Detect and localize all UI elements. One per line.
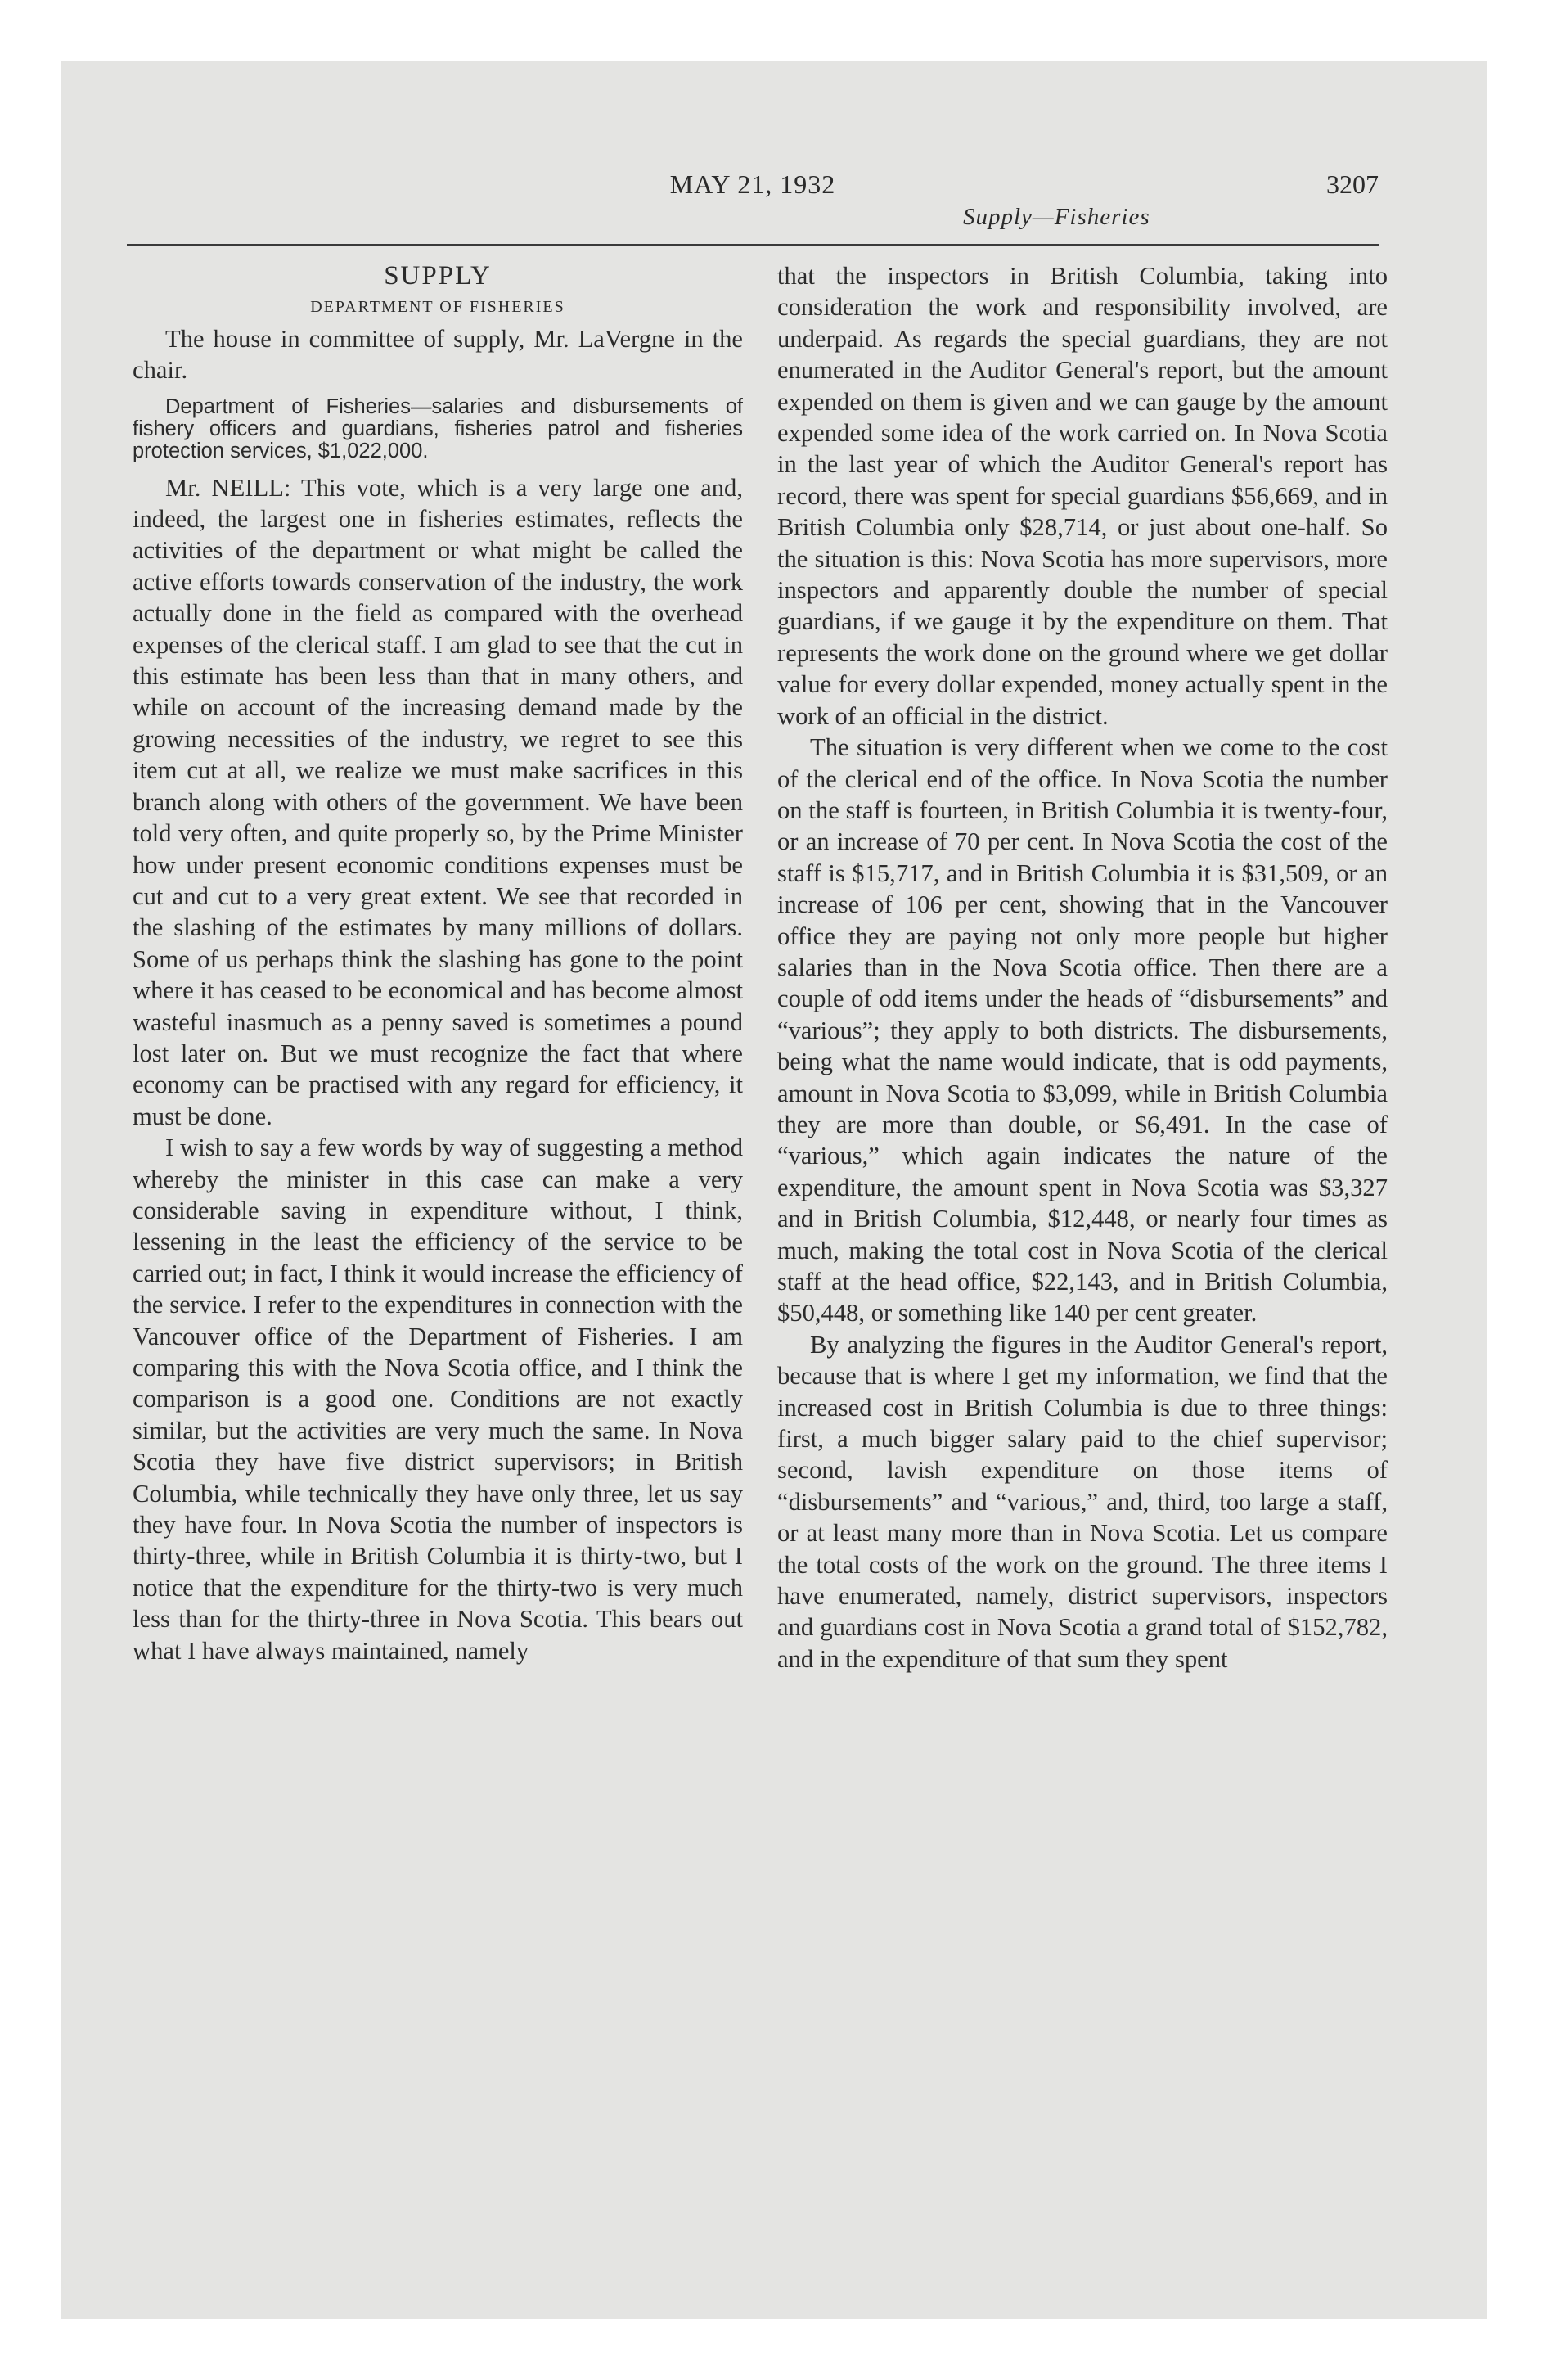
section-title: SUPPLY [384, 261, 492, 291]
vote-item: Department of Fisheries—salaries and disbursements of fishery officers and guardians, fisheries patrol and fisheries protection services, $1,022,000. [133, 394, 743, 462]
paragraph: that the inspectors in British Columbia, taking into consideration the work and responsibility involved, are underpaid. As regards the special guardians, they are not enumerated in the Auditor General's report, but the amount expended on them is given and we can gauge by the amount expended some idea of the work carried on. In Nova Scotia in the last year of which the Auditor General's report has record, there was spent for special guardians $56,669, and in British Columbia only $28,714, or just about one-half. So the situation is this: Nova Scotia has more supervisors, more inspectors and apparently double the number of special guardians, if we gauge it by the expenditure on them. That represents the work done on the ground where we get dollar value for every dollar expended, money actually spent in the work of an official in the district. [777, 262, 1388, 730]
paragraph: I wish to say a few words by way of suggesting a method whereby the minister in this case can make a very considerable saving in expenditure without, I think, lessening in the least the efficiency of the service to be carried out; in fact, I think it would increase the efficiency of the service. I refer to the expenditures in connection with the Vancouver office of the Department of Fisheries. I am comparing this with the Nova Scotia office, and I think the comparison is a good one. Conditions are not exactly similar, but the activities are very much the same. In Nova Scotia they have five district supervisors; in British Columbia, while technically they have only three, let us say they have four. In Nova Scotia the number of inspectors is thirty-three, while in British Columbia it is thirty-two, but I notice that the expenditure for the thirty-two is very much less than for the thirty-three in Nova Scotia. This bears out what I have always maintained, namely [133, 1134, 743, 1665]
right-column [777, 260, 1388, 1675]
paragraph: Mr. NEILL: This vote, which is a very large one and, indeed, the largest one in fisheries estimates, reflects the activities of the department or what might be called the active efforts towards conservation of the industry, the work actually done in the field as compared with the overhead expenses of the clerical staff. I am glad to see that the cut in this estimate has been less than that in many others, and while on account of the increasing demand made by the growing necessities of the industry, we regret to see this item cut at all, we realize we must make sacrifices in this branch along with others of the government. We have been told very often, and quite properly so, by the Prime Minister how under present economic conditions expenses must be cut and cut to a very great extent. We see that recorded in the slashing of the estimates by many millions of dollars. Some of us perhaps think the slashing has gone to the point where it has ceased to be economical and has become almost wasteful inasmuch as a penny saved is sometimes a pound lost later on. But we must recognize the fact that where economy can be practised with any regard for efficiency, it must be done. [133, 473, 743, 1130]
page-number: 3207 [1326, 169, 1379, 199]
header-date: MAY 21, 1932 [669, 169, 836, 199]
left-column [133, 260, 743, 1666]
paragraph: The house in committee of supply, Mr. LaVergne in the chair. [133, 324, 743, 385]
page-header [127, 160, 1379, 241]
paragraph: By analyzing the figures in the Auditor General's report, because that is where I get my information, we find that the increased cost in British Columbia is due to three things: first, a much bigger salary paid to the chief supervisor; second, lavish expenditure on those items of “disbursements” and “various,” and, third, too large a staff, or at least many more than in Nova Scotia. Let us compare the total costs of the work on the ground. The three items I have enumerated, namely, district supervisors, inspectors and guardians cost in Nova Scotia a grand total of $152,782, and in the expenditure of that sum they spent [777, 1330, 1388, 1673]
paragraph: The situation is very different when we come to the cost of the clerical end of the office. In Nova Scotia the number on the staff is fourteen, in British Columbia it is twenty-four, or an increase of 70 per cent. In Nova Scotia the cost of the staff is $15,717, and in British Columbia it is $31,509, or an increase of 106 per cent, showing that in the Vancouver office they are paying not only more people but higher salaries than in the Nova Scotia office. Then there are a couple of odd items under the heads of “disbursements” and “various”; they apply to both districts. The disbursements, being what the name would indicate, that is odd payments, amount in Nova Scotia to $3,099, while in British Columbia they are more than double, or $6,491. In the case of “various,” which again indicates the nature of the expenditure, the amount spent in Nova Scotia was $3,327 and in British Columbia, $12,448, or nearly four times as much, making the total cost in Nova Scotia of the clerical staff at the head office, $22,143, and in British Columbia, $50,448, or something like 140 per cent greater. [777, 733, 1388, 1327]
running-subject: Supply—Fisheries [963, 204, 1150, 230]
header-rule [127, 244, 1379, 246]
section-subtitle: DEPARTMENT OF FISHERIES [310, 298, 565, 317]
